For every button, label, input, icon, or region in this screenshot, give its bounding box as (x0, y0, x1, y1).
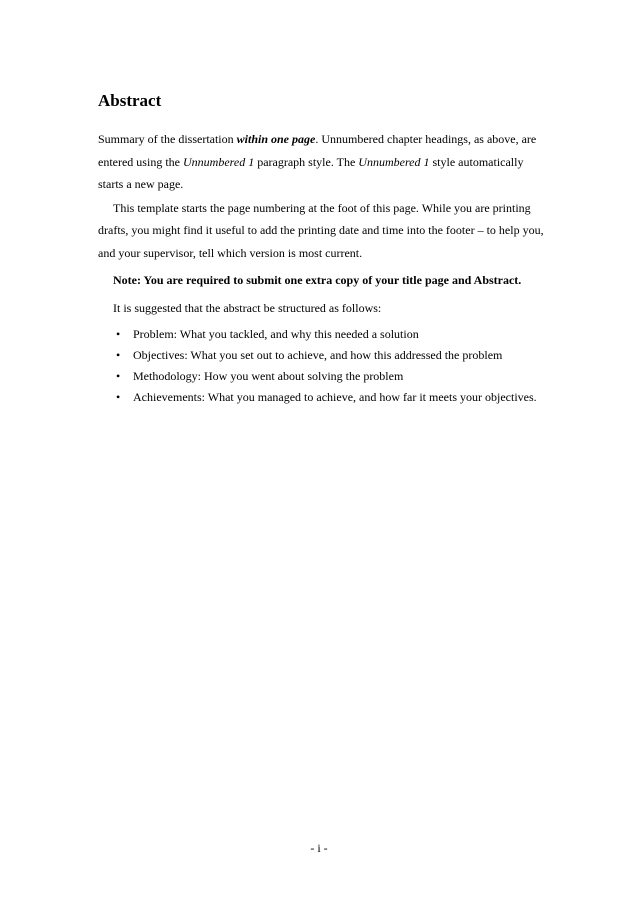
page-content (98, 90, 548, 408)
list-item-text: Methodology: How you went about solving the problem (133, 369, 404, 383)
list-item-problem (98, 324, 548, 345)
bullet-icon: • (116, 390, 121, 404)
bullet-icon: • (116, 348, 121, 362)
list-item-achievements (98, 387, 548, 408)
list-item-text: Problem: What you tackled, and why this needed a solution (133, 327, 419, 341)
summary-text-1: Summary of the dissertation (98, 132, 237, 146)
style-name-2: Unnumbered 1 (358, 154, 430, 169)
page-number: - i - (310, 841, 328, 855)
structure-intro: It is suggested that the abstract be structured as follows: (113, 300, 382, 315)
list-item-objectives (98, 345, 548, 366)
summary-text-2: . Unnumbered chapter headings, as above, are entered using the (98, 132, 537, 169)
summary-text-4: style automatically starts a new page. (98, 154, 524, 191)
note-paragraph: Note: You are required to submit one extra copy of your title page and Abstract. (113, 273, 522, 287)
abstract-heading: Abstract (98, 91, 162, 110)
list-item-methodology (98, 366, 548, 387)
summary-text-3: paragraph style. The (254, 154, 359, 169)
style-name-1: Unnumbered 1 (182, 154, 255, 169)
page-footer (0, 840, 638, 856)
bullet-icon: • (116, 369, 121, 383)
bullet-icon: • (116, 327, 121, 341)
page-numbering-paragraph: This template starts the page numbering at the foot of this page. While you are printing drafts, you might find it useful to add the printing date and time into the footer – to help you, and your supervisor, tell which version is most current. (98, 200, 544, 260)
list-item-text: Objectives: What you set out to achieve, and how this addressed the problem (133, 348, 503, 362)
summary-paragraph (98, 128, 548, 196)
structure-list (98, 324, 548, 408)
list-item-text: Achievements: What you managed to achieve, and how far it meets your objectives. (133, 390, 537, 404)
summary-emphasis: within one page (236, 132, 316, 146)
